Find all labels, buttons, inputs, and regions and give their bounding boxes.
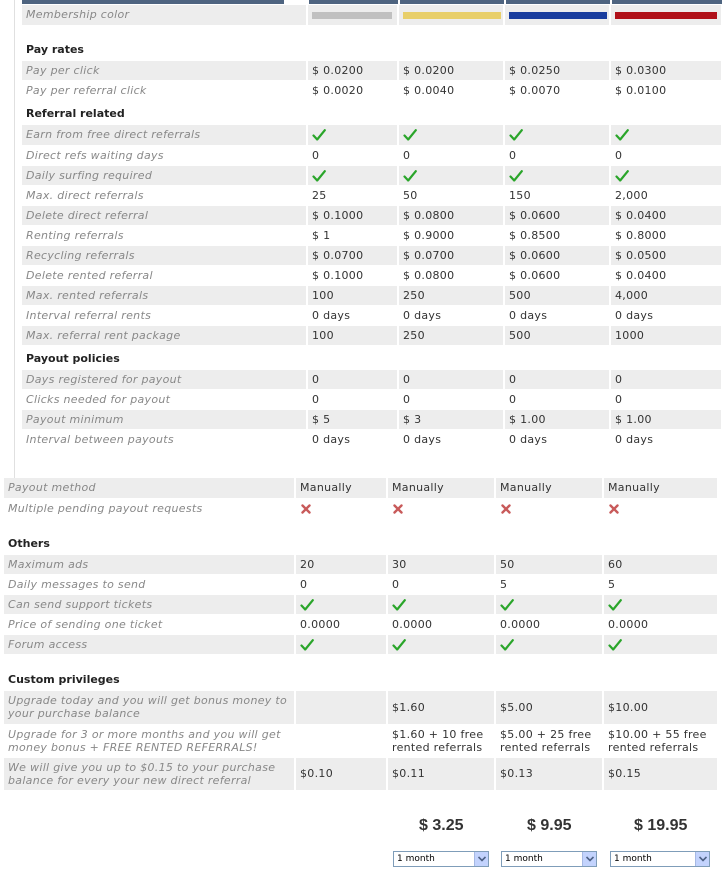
row-value-plan-3 xyxy=(504,125,610,145)
row-value-plan-4: 0 xyxy=(610,145,722,165)
row-value-plan-3 xyxy=(504,165,610,185)
row-value-plan-4: $10.00 + 55 free rented referrals xyxy=(603,724,718,757)
membership-swatch xyxy=(615,12,717,19)
row-value-plan-4 xyxy=(603,498,718,518)
price-plan-3: $ 9.95 xyxy=(527,817,572,834)
check-icon xyxy=(500,598,514,612)
row-value-plan-3: $ 0.0600 xyxy=(504,245,610,265)
row-value-plan-1: 100 xyxy=(307,325,398,345)
table-row xyxy=(22,185,722,205)
table-row xyxy=(4,478,718,498)
row-value-plan-3: $ 0.0250 xyxy=(504,61,610,81)
table-row xyxy=(22,410,722,430)
row-value-plan-1: 0 xyxy=(307,390,398,410)
row-value-plan-2 xyxy=(387,635,495,655)
row-value-plan-2: $ 0.0700 xyxy=(398,245,504,265)
chevron-down-icon[interactable] xyxy=(695,852,709,866)
row-value-plan-3: 150 xyxy=(504,185,610,205)
row-value-plan-1: $ 1 xyxy=(307,225,398,245)
duration-select-value: 1 month xyxy=(614,854,652,864)
row-value-plan-2: 0 xyxy=(387,575,495,595)
table-row xyxy=(22,165,722,185)
chevron-down-icon[interactable] xyxy=(474,852,488,866)
table-row xyxy=(22,305,722,325)
section-title-referral: Referral related xyxy=(26,107,125,120)
row-value-plan-3: 0 xyxy=(504,390,610,410)
row-value-plan-3: Manually xyxy=(495,478,603,498)
row-value-plan-2: $ 0.0200 xyxy=(398,61,504,81)
left-border-line xyxy=(14,0,15,478)
row-value-plan-3: $0.13 xyxy=(495,757,603,790)
row-label: Max. rented referrals xyxy=(22,285,307,305)
cross-icon xyxy=(300,503,312,515)
table-row xyxy=(22,145,722,165)
membership-swatch xyxy=(403,12,501,19)
check-icon xyxy=(392,638,406,652)
section-title-pay-rates: Pay rates xyxy=(26,42,84,56)
row-value-plan-1: 100 xyxy=(307,285,398,305)
row-value-plan-4: Manually xyxy=(603,478,718,498)
row-value-plan-4: 60 xyxy=(603,555,718,575)
row-label: Upgrade today and you will get bonus money to your purchase balance xyxy=(4,691,295,724)
row-value-plan-4: $ 0.8000 xyxy=(610,225,722,245)
row-value-plan-4: 5 xyxy=(603,575,718,595)
row-label: Maximum ads xyxy=(4,555,295,575)
row-value-plan-4: 0 days xyxy=(610,305,722,325)
row-value-plan-4: 2,000 xyxy=(610,185,722,205)
check-icon xyxy=(500,638,514,652)
table-row xyxy=(22,370,722,390)
row-value-plan-2: 0.0000 xyxy=(387,615,495,635)
table-row xyxy=(4,595,718,615)
row-value-plan-2: Manually xyxy=(387,478,495,498)
row-value-plan-3: 0 days xyxy=(504,430,610,450)
row-value-plan-1: $ 0.0020 xyxy=(307,81,398,101)
check-icon xyxy=(615,169,629,183)
row-value-plan-3: 50 xyxy=(495,555,603,575)
membership-swatch xyxy=(509,12,607,19)
row-value-plan-2: 0 xyxy=(398,370,504,390)
table-row xyxy=(22,125,722,145)
row-value-plan-2: 0 days xyxy=(398,430,504,450)
duration-select-value: 1 month xyxy=(397,854,435,864)
price-plan-4: $ 19.95 xyxy=(634,817,688,834)
row-value-plan-2: 50 xyxy=(398,185,504,205)
row-value-plan-4: $ 0.0100 xyxy=(610,81,722,101)
check-icon xyxy=(392,598,406,612)
row-value-plan-1: 0 xyxy=(307,370,398,390)
row-value-plan-2: 0 xyxy=(398,390,504,410)
row-value-plan-1: $ 0.0700 xyxy=(307,245,398,265)
row-value-plan-1: 0.0000 xyxy=(295,615,387,635)
row-value-plan-4 xyxy=(603,635,718,655)
check-icon xyxy=(312,128,326,142)
row-value-plan-3: $ 0.0600 xyxy=(504,265,610,285)
duration-select-value: 1 month xyxy=(505,854,543,864)
row-value-plan-2: $ 0.0800 xyxy=(398,265,504,285)
row-label: Renting referrals xyxy=(22,225,307,245)
referral-table xyxy=(22,125,723,346)
chevron-down-icon[interactable] xyxy=(582,852,596,866)
check-icon xyxy=(509,128,523,142)
upper-comparison xyxy=(22,0,722,450)
check-icon xyxy=(403,169,417,183)
row-value-plan-1 xyxy=(295,595,387,615)
membership-swatch-cell xyxy=(610,5,722,25)
check-icon xyxy=(312,169,326,183)
section-title-custom: Custom privileges xyxy=(8,673,120,686)
row-label: Payout minimum xyxy=(22,410,307,430)
price-plan-2: $ 3.25 xyxy=(419,817,464,834)
row-value-plan-2: 250 xyxy=(398,285,504,305)
row-value-plan-3: 0 days xyxy=(504,305,610,325)
row-value-plan-4: $ 0.0300 xyxy=(610,61,722,81)
row-value-plan-1: 0 days xyxy=(307,305,398,325)
row-value-plan-1: 0 xyxy=(295,575,387,595)
table-row xyxy=(4,635,718,655)
row-label: Daily messages to send xyxy=(4,575,295,595)
row-value-plan-3: 500 xyxy=(504,285,610,305)
row-value-plan-2: 250 xyxy=(398,325,504,345)
row-label: Direct refs waiting days xyxy=(22,145,307,165)
row-value-plan-3: 0 xyxy=(504,145,610,165)
membership-color-table xyxy=(22,5,723,26)
row-value-plan-3: $ 0.0600 xyxy=(504,205,610,225)
row-value-plan-1: 20 xyxy=(295,555,387,575)
table-row xyxy=(22,81,722,101)
duration-select-plan-2[interactable] xyxy=(393,851,489,867)
row-value-plan-3: $5.00 xyxy=(495,691,603,724)
section-title-others: Others xyxy=(8,536,50,550)
row-value-plan-1 xyxy=(295,724,387,757)
row-value-plan-2: $ 0.0800 xyxy=(398,205,504,225)
row-value-plan-1 xyxy=(307,165,398,185)
row-value-plan-2: $ 0.9000 xyxy=(398,225,504,245)
row-value-plan-4: $ 1.00 xyxy=(610,410,722,430)
row-value-plan-3 xyxy=(495,498,603,518)
membership-swatch xyxy=(312,12,392,19)
membership-swatch-cell xyxy=(398,5,504,25)
row-label: Interval referral rents xyxy=(22,305,307,325)
row-value-plan-4 xyxy=(610,125,722,145)
section-title-payout: Payout policies xyxy=(26,351,120,365)
table-row xyxy=(4,691,718,724)
row-value-plan-1: $ 0.1000 xyxy=(307,205,398,225)
row-value-plan-4: 1000 xyxy=(610,325,722,345)
row-label: Interval between payouts xyxy=(22,430,307,450)
row-value-plan-1 xyxy=(295,635,387,655)
row-label: Max. direct referrals xyxy=(22,185,307,205)
check-icon xyxy=(608,598,622,612)
membership-swatch-cell xyxy=(307,5,398,25)
check-icon xyxy=(300,598,314,612)
row-value-plan-3: $ 1.00 xyxy=(504,410,610,430)
lower-comparison xyxy=(4,478,718,791)
table-row xyxy=(22,265,722,285)
price-row xyxy=(0,813,726,843)
row-value-plan-4: $ 0.0400 xyxy=(610,265,722,285)
row-value-plan-4: 0 days xyxy=(610,430,722,450)
row-value-plan-4: 0 xyxy=(610,390,722,410)
row-value-plan-3 xyxy=(495,635,603,655)
row-value-plan-2 xyxy=(387,595,495,615)
table-row xyxy=(22,245,722,265)
others-table xyxy=(4,555,719,656)
cross-icon xyxy=(392,503,404,515)
row-label: Max. referral rent package xyxy=(22,325,307,345)
row-label: Payout method xyxy=(4,478,295,498)
row-value-plan-2 xyxy=(387,498,495,518)
row-value-plan-1 xyxy=(295,498,387,518)
row-value-plan-3: $5.00 + 25 free rented referrals xyxy=(495,724,603,757)
pay-rates-table xyxy=(22,61,723,102)
payout-table xyxy=(22,370,723,451)
row-label: Delete rented referral xyxy=(22,265,307,285)
row-value-plan-2: $1.60 xyxy=(387,691,495,724)
cross-icon xyxy=(500,503,512,515)
table-row xyxy=(22,225,722,245)
row-value-plan-2: $ 0.0040 xyxy=(398,81,504,101)
table-row xyxy=(22,430,722,450)
row-value-plan-3: $ 0.8500 xyxy=(504,225,610,245)
row-value-plan-1: $ 5 xyxy=(307,410,398,430)
row-value-plan-4 xyxy=(610,165,722,185)
row-value-plan-3: $ 0.0070 xyxy=(504,81,610,101)
row-label: Daily surfing required xyxy=(22,165,307,185)
row-value-plan-2: $ 3 xyxy=(398,410,504,430)
row-label: Pay per click xyxy=(22,61,307,81)
row-value-plan-4: $ 0.0500 xyxy=(610,245,722,265)
table-row xyxy=(22,390,722,410)
table-row xyxy=(22,285,722,305)
row-value-plan-2: $1.60 + 10 free rented referrals xyxy=(387,724,495,757)
row-value-plan-1: $ 0.1000 xyxy=(307,265,398,285)
row-label: Days registered for payout xyxy=(22,370,307,390)
payout-method-table xyxy=(4,478,719,519)
row-value-plan-4: $10.00 xyxy=(603,691,718,724)
row-value-plan-3: 0.0000 xyxy=(495,615,603,635)
row-value-plan-4: $0.15 xyxy=(603,757,718,790)
row-value-plan-2 xyxy=(398,165,504,185)
row-label: Pay per referral click xyxy=(22,81,307,101)
table-row xyxy=(4,575,718,595)
table-row xyxy=(4,498,718,518)
row-label: Multiple pending payout requests xyxy=(4,498,295,518)
row-value-plan-1: 0 days xyxy=(307,430,398,450)
row-value-plan-1 xyxy=(307,125,398,145)
check-icon xyxy=(300,638,314,652)
duration-select-plan-4[interactable] xyxy=(610,851,710,867)
row-label: Upgrade for 3 or more months and you will get money bonus + FREE RENTED REFERRALS! xyxy=(4,724,295,757)
row-value-plan-1: Manually xyxy=(295,478,387,498)
row-value-plan-2: $0.11 xyxy=(387,757,495,790)
row-label: Price of sending one ticket xyxy=(4,615,295,635)
row-label: Delete direct referral xyxy=(22,205,307,225)
row-value-plan-4 xyxy=(603,595,718,615)
row-label: Membership color xyxy=(22,5,307,25)
row-label: Clicks needed for payout xyxy=(22,390,307,410)
row-value-plan-2 xyxy=(398,125,504,145)
table-row xyxy=(4,757,718,790)
row-label: Recycling referrals xyxy=(22,245,307,265)
cross-icon xyxy=(608,503,620,515)
row-value-plan-2: 0 days xyxy=(398,305,504,325)
row-value-plan-4: 0.0000 xyxy=(603,615,718,635)
row-value-plan-3: 5 xyxy=(495,575,603,595)
row-value-plan-2: 30 xyxy=(387,555,495,575)
duration-select-plan-3[interactable] xyxy=(501,851,597,867)
table-row xyxy=(22,325,722,345)
row-value-plan-3: 500 xyxy=(504,325,610,345)
row-value-plan-3 xyxy=(495,595,603,615)
row-value-plan-1: 0 xyxy=(307,145,398,165)
check-icon xyxy=(403,128,417,142)
row-value-plan-3: 0 xyxy=(504,370,610,390)
row-value-plan-1: 25 xyxy=(307,185,398,205)
table-row xyxy=(4,555,718,575)
membership-swatch-cell xyxy=(504,5,610,25)
row-value-plan-4: 0 xyxy=(610,370,722,390)
table-row xyxy=(4,615,718,635)
row-value-plan-1 xyxy=(295,691,387,724)
table-row xyxy=(22,205,722,225)
check-icon xyxy=(608,638,622,652)
row-value-plan-2: 0 xyxy=(398,145,504,165)
row-value-plan-1: $0.10 xyxy=(295,757,387,790)
check-icon xyxy=(615,128,629,142)
row-label: We will give you up to $0.15 to your purchase balance for every your new direct referral xyxy=(4,757,295,790)
row-label: Can send support tickets xyxy=(4,595,295,615)
table-row xyxy=(4,724,718,757)
membership-color-row xyxy=(22,5,722,25)
row-label: Forum access xyxy=(4,635,295,655)
row-label: Earn from free direct referrals xyxy=(22,125,307,145)
check-icon xyxy=(509,169,523,183)
table-row xyxy=(22,61,722,81)
row-value-plan-4: $ 0.0400 xyxy=(610,205,722,225)
row-value-plan-4: 4,000 xyxy=(610,285,722,305)
custom-privileges-table xyxy=(4,691,719,791)
row-value-plan-1: $ 0.0200 xyxy=(307,61,398,81)
